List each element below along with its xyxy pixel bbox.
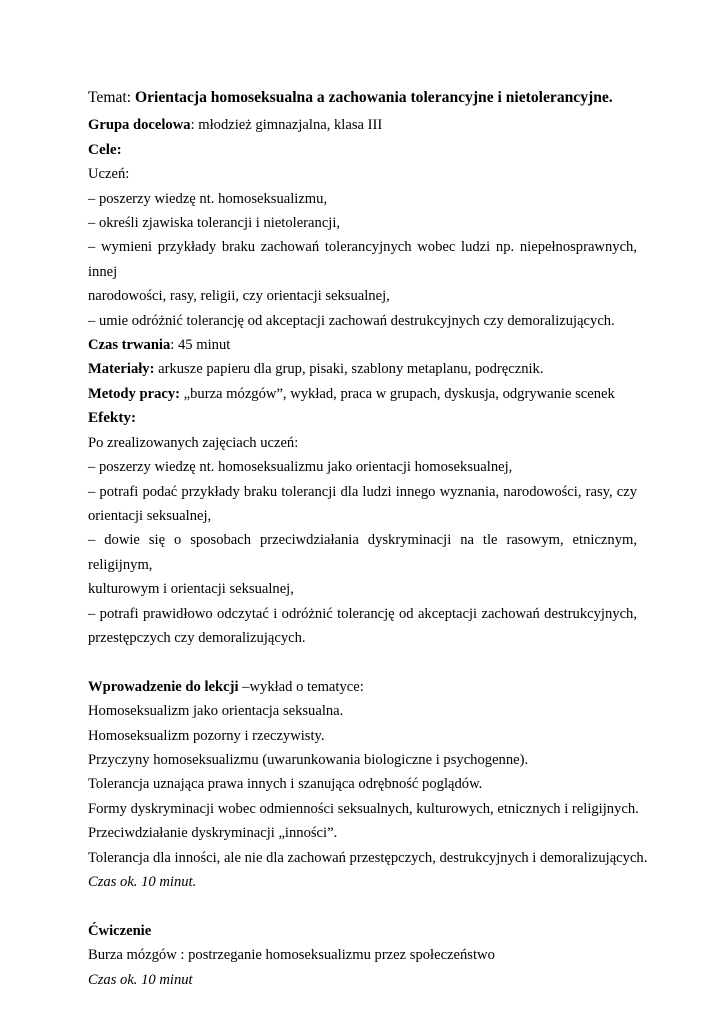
topic-title: Orientacja homoseksualna a zachowania tolerancyjne i nietolerancyjne. [134,89,613,106]
methods-value: „burza mózgów”, wykład, praca w grupach, dyskusja, odgrywanie scenek [180,385,615,402]
effects-item: orientacji seksualnej, [88,507,212,524]
effects-item: – potrafi podać przykłady braku tolerancji dla ludzi innego wyznania, narodowości, rasy, czy [88,483,637,500]
exercise-text: Burza mózgów : postrzeganie homoseksualizmu przez społeczeństwo [88,947,495,964]
goals-item: narodowości, rasy, religii, czy orientacji seksualnej, [88,288,390,305]
duration-label: Czas trwania [88,337,171,354]
introduction-heading-line [88,675,637,699]
duration-line [88,333,637,357]
methods-line [88,382,637,406]
topic-label: Temat: [88,89,135,106]
introduction-item: Tolerancja dla inności, ale nie dla zachowań przestępczych, destrukcyjnych i demoralizujących. [88,849,648,866]
target-group-line [88,113,637,137]
goals-intro: Uczeń: [88,166,130,183]
introduction-item: Tolerancja uznająca prawa innych i szanująca odrębność poglądów. [88,776,483,793]
exercise-time: Czas ok. 10 minut [88,971,193,988]
introduction-item: Homoseksualizm pozorny i rzeczywisty. [88,727,325,744]
introduction-suffix: –wykład o tematyce: [238,678,364,695]
introduction-item: Homoseksualizm jako orientacja seksualna. [88,703,344,720]
target-group-label: Grupa docelowa [88,117,191,134]
introduction-item: Formy dyskryminacji wobec odmienności seksualnych, kulturowych, etnicznych i religijnych. [88,800,639,817]
effects-heading: Efekty: [88,409,137,427]
materials-line [88,357,637,381]
goals-item: – wymieni przykłady braku zachowań tolerancyjnych wobec ludzi np. niepełnosprawnych, innej [88,239,637,280]
effects-item: – poszerzy wiedzę nt. homoseksualizmu jako orientacji homoseksualnej, [88,459,513,476]
methods-label: Metody pracy: [88,385,180,402]
introduction-label: Wprowadzenie do lekcji [88,678,239,695]
topic-line [88,86,637,110]
effects-item: – potrafi prawidłowo odczytać i odróżnić tolerancję od akceptacji zachowań destrukcyjnych, [88,605,637,622]
introduction-item: Przeciwdziałanie dyskryminacji „inności”. [88,825,338,842]
goals-item: – umie odróżnić tolerancję od akceptacji zachowań destrukcyjnych czy demoralizujących. [88,312,615,329]
target-group-value: : młodzież gimnazjalna, klasa III [190,117,383,134]
effects-intro: Po zrealizowanych zajęciach uczeń: [88,434,299,451]
goals-item: – określi zjawiska tolerancji i nietolerancji, [88,215,341,232]
materials-label: Materiały: [88,361,155,378]
introduction-item: Przyczyny homoseksualizmu (uwarunkowania biologiczne i psychogenne). [88,751,529,768]
goals-heading: Cele: [88,140,122,158]
goals-item: – poszerzy wiedzę nt. homoseksualizmu, [88,190,328,207]
section-spacer [88,650,637,674]
exercise-heading: Ćwiczenie [88,922,152,939]
effects-item: kulturowym i orientacji seksualnej, [88,581,294,598]
duration-value: : 45 minut [170,337,231,354]
introduction-time: Czas ok. 10 minut. [88,873,197,890]
effects-item: – dowie się o sposobach przeciwdziałania dyskryminacji na tle rasowym, etnicznym, religijnym, [88,532,637,573]
materials-value: arkusze papieru dla grup, pisaki, szablony metaplanu, podręcznik. [154,361,544,378]
effects-item: przestępczych czy demoralizujących. [88,629,306,646]
section-spacer [88,894,637,918]
